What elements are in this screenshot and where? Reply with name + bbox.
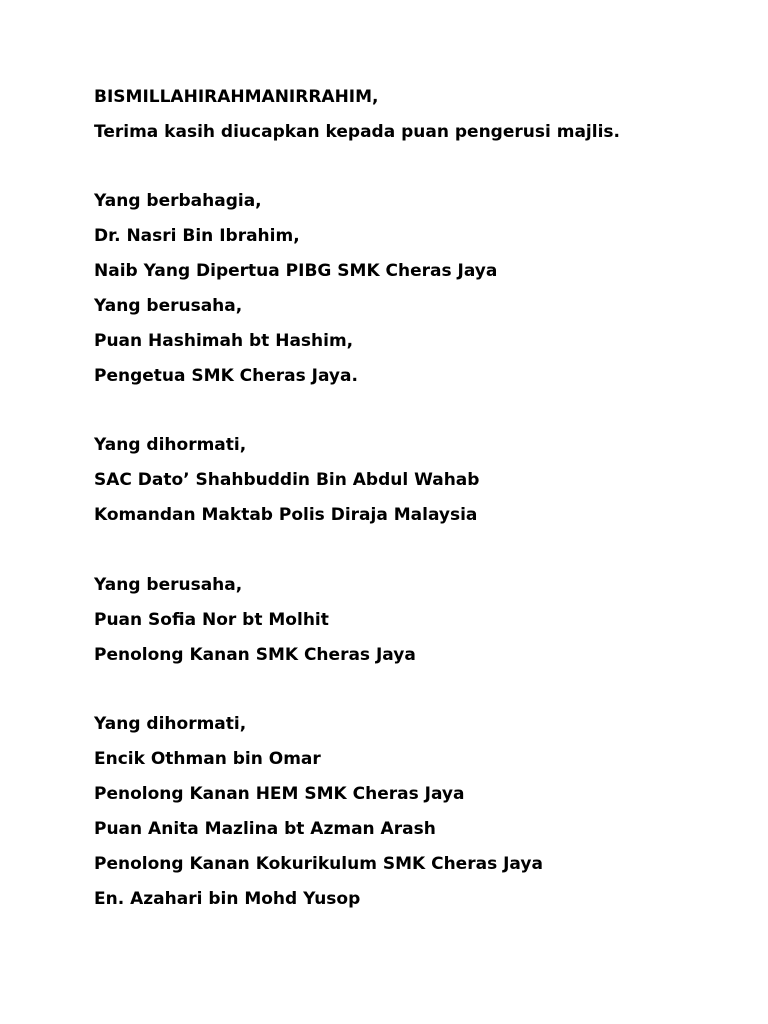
guest-name: En. Azahari bin Mohd Yusop (94, 889, 361, 909)
guest-name: Puan Sofia Nor bt Molhit (94, 610, 329, 630)
guest-name: Puan Anita Mazlina bt Azman Arash (94, 819, 436, 839)
thanks-line: Terima kasih diucapkan kepada puan pengerusi majlis. (94, 122, 620, 142)
salutation-line: Yang dihormati, (94, 435, 247, 455)
salutation-line: Yang dihormati, (94, 714, 247, 734)
guest-name: SAC Dato’ Shahbuddin Bin Abdul Wahab (94, 470, 480, 490)
salutation-line: Yang berbahagia, (94, 191, 262, 211)
guest-title: Penolong Kanan HEM SMK Cheras Jaya (94, 784, 465, 804)
guest-name: Puan Hashimah bt Hashim, (94, 331, 354, 351)
guest-title: Pengetua SMK Cheras Jaya. (94, 366, 358, 386)
opening-line: BISMILLAHIRAHMANIRRAHIM, (94, 87, 379, 107)
guest-title: Komandan Maktab Polis Diraja Malaysia (94, 505, 478, 525)
salutation-line: Yang berusaha, (94, 296, 243, 316)
guest-title: Penolong Kanan Kokurikulum SMK Cheras Jaya (94, 854, 543, 874)
salutation-line: Yang berusaha, (94, 575, 243, 595)
guest-title: Naib Yang Dipertua PIBG SMK Cheras Jaya (94, 261, 498, 281)
guest-title: Penolong Kanan SMK Cheras Jaya (94, 645, 416, 665)
guest-name: Encik Othman bin Omar (94, 749, 321, 769)
guest-name: Dr. Nasri Bin Ibrahim, (94, 226, 300, 246)
